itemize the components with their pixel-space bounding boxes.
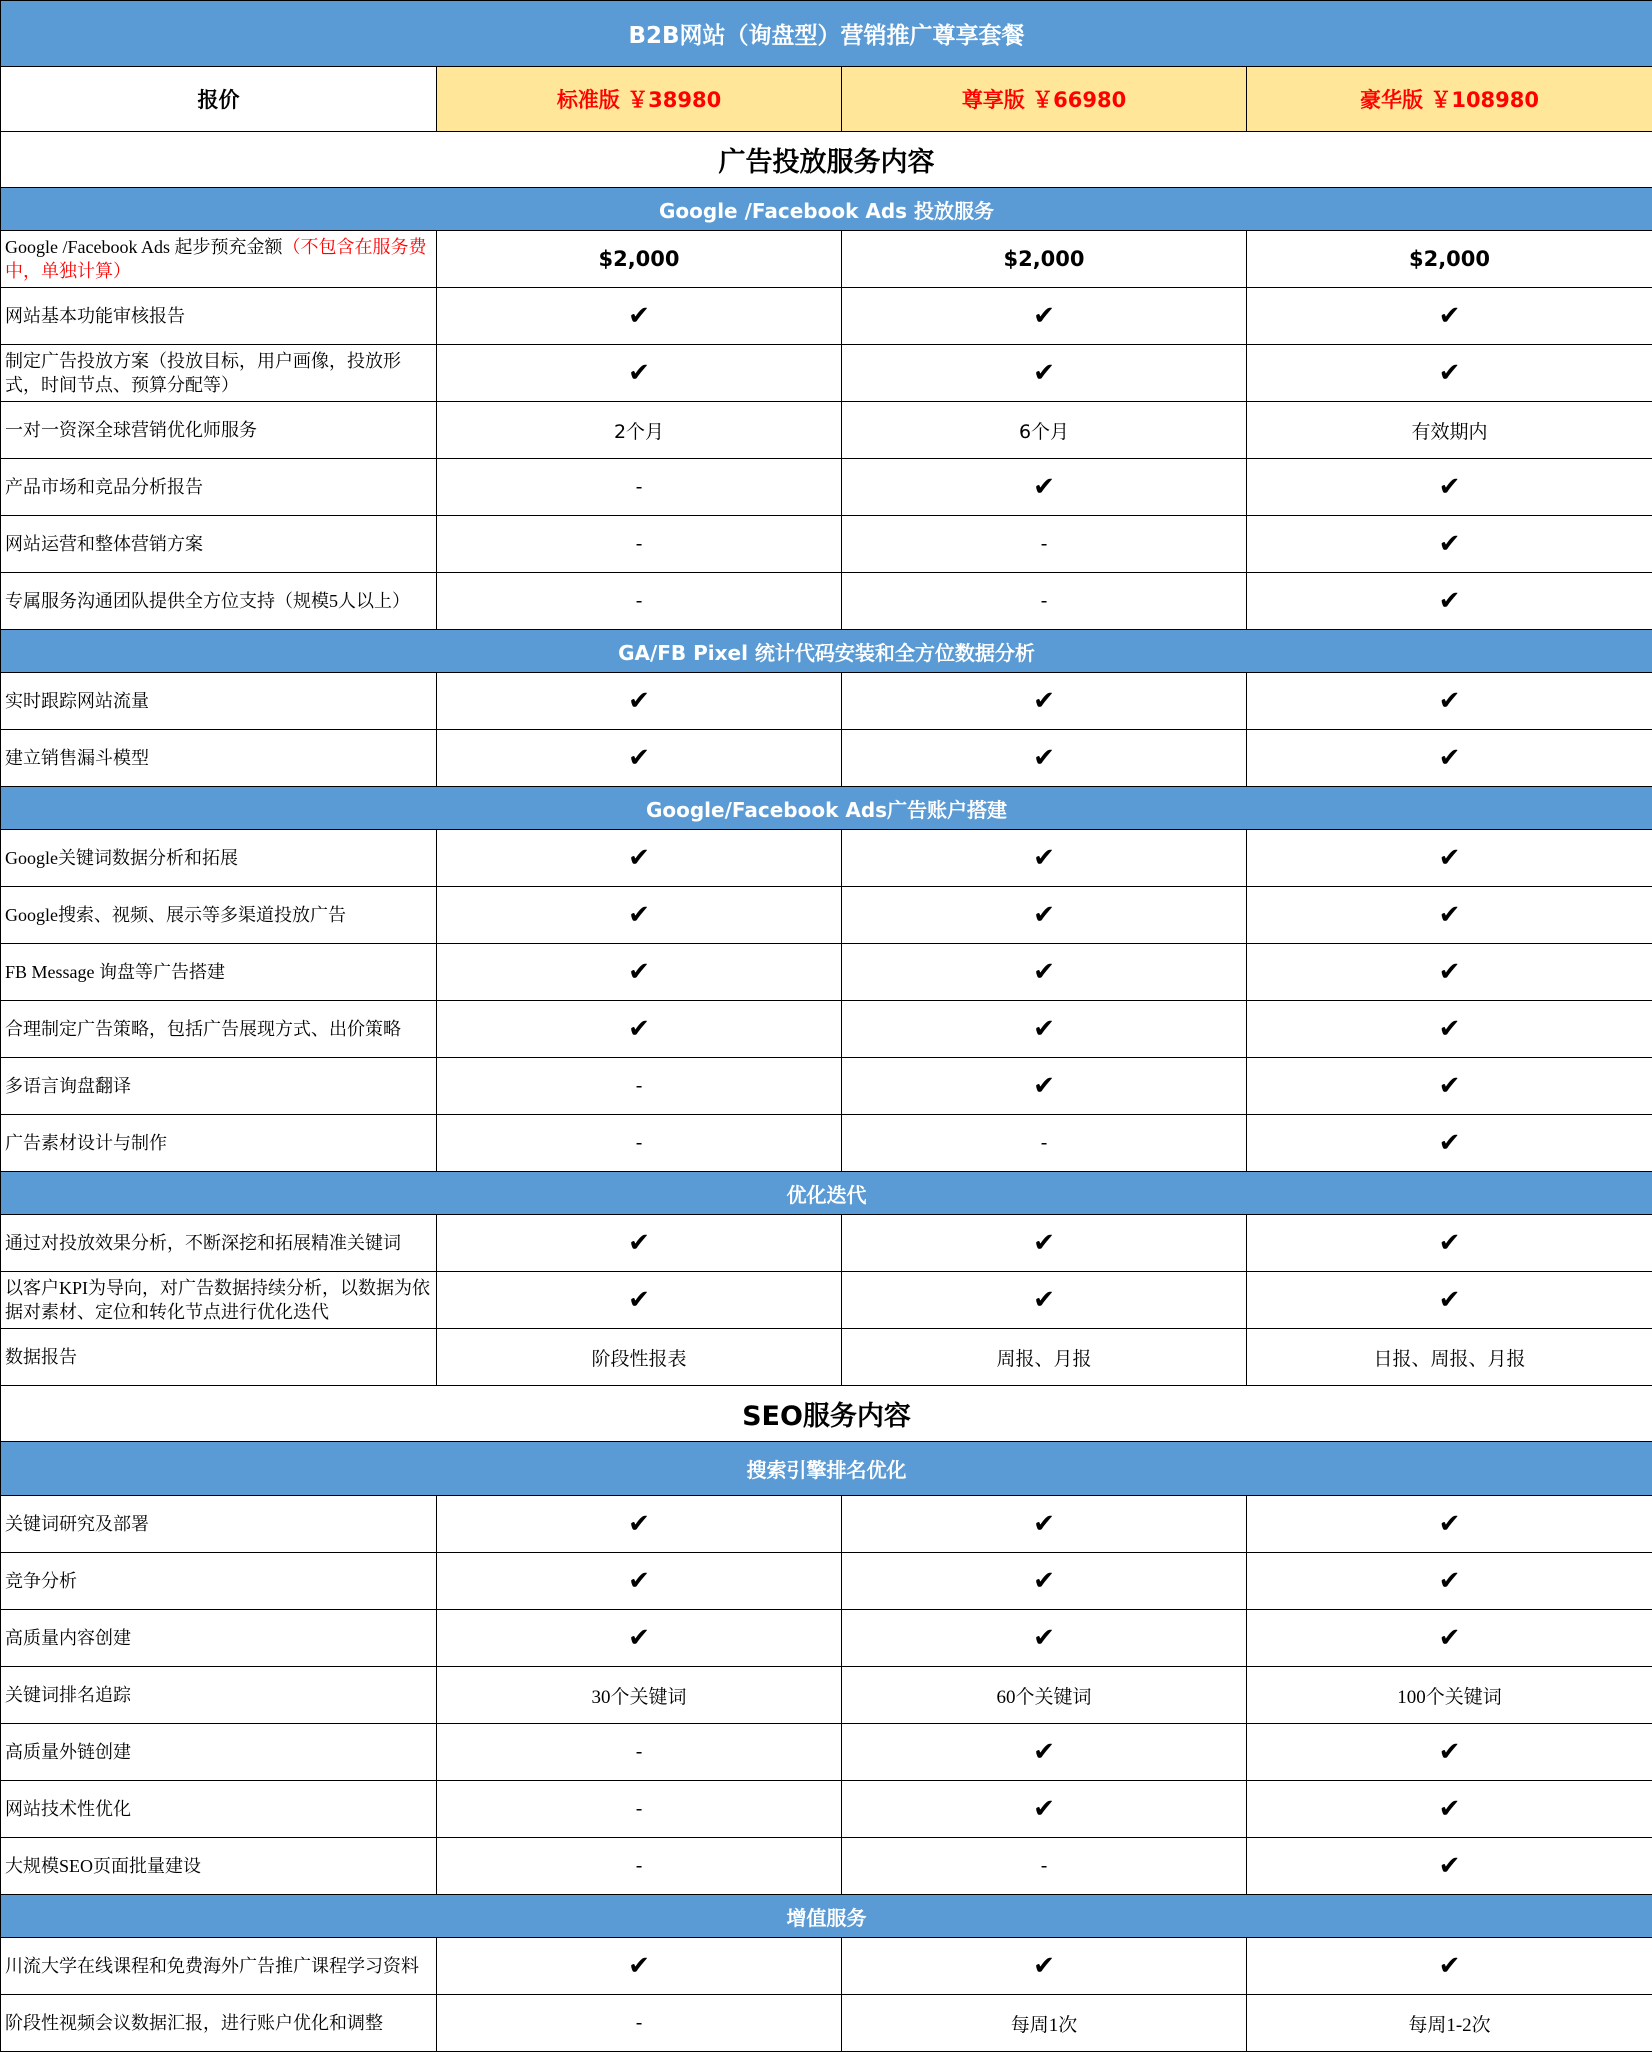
check-icon: ✔ [1247, 516, 1652, 573]
feature-label-cell [1, 516, 437, 573]
feature-label-note: （不包含在服务费中，单独计算） [5, 237, 426, 281]
feature-label-cell [1, 830, 437, 887]
table-row [1, 887, 1652, 944]
check-icon: ✔ [842, 1058, 1247, 1115]
check-icon: ✔ [437, 944, 842, 1001]
feature-label-cell [1, 1272, 437, 1329]
table-row [1, 288, 1652, 345]
check-icon: ✔ [842, 730, 1247, 787]
feature-label: 广告素材设计与制作 [5, 1133, 167, 1153]
dash-icon: - [842, 516, 1247, 573]
table-row [1, 1838, 1652, 1895]
table-row [1, 730, 1652, 787]
feature-label-cell [1, 1215, 437, 1272]
check-icon: ✔ [1247, 887, 1652, 944]
feature-label: FB Message 询盘等广告搭建 [5, 962, 225, 982]
price-row [1, 67, 1652, 132]
table-row [1, 231, 1652, 288]
feature-label: 关键词研究及部署 [5, 1514, 149, 1534]
value-cell-deluxe: 每周1-2次 [1247, 1995, 1652, 2052]
plan-premium-price: 尊享版 ￥66980 [842, 67, 1247, 132]
feature-label-cell [1, 1610, 437, 1667]
plan-deluxe-price: 豪华版 ￥108980 [1247, 67, 1652, 132]
check-icon: ✔ [1247, 345, 1652, 402]
check-icon: ✔ [1247, 1215, 1652, 1272]
check-icon: ✔ [1247, 1496, 1652, 1553]
check-icon: ✔ [1247, 1115, 1652, 1172]
feature-label-cell [1, 1938, 437, 1995]
check-icon: ✔ [842, 459, 1247, 516]
plan-standard-price: 标准版 ￥38980 [437, 67, 842, 132]
feature-label-cell [1, 1838, 437, 1895]
value-cell-premium: 周报、月报 [842, 1329, 1247, 1386]
check-icon: ✔ [437, 673, 842, 730]
check-icon: ✔ [437, 1272, 842, 1329]
dash-icon: - [437, 459, 842, 516]
check-icon: ✔ [842, 887, 1247, 944]
feature-label: 高质量内容创建 [5, 1628, 131, 1648]
feature-label: 大规模SEO页面批量建设 [5, 1856, 201, 1876]
dash-icon: - [437, 1724, 842, 1781]
table-row [1, 1724, 1652, 1781]
check-icon: ✔ [437, 1001, 842, 1058]
table-row [1, 944, 1652, 1001]
value-cell-deluxe: 100个关键词 [1247, 1667, 1652, 1724]
section-heading: SEO服务内容 [1, 1386, 1652, 1442]
dash-icon: - [437, 1781, 842, 1838]
dash-icon: - [842, 1115, 1247, 1172]
check-icon: ✔ [437, 1496, 842, 1553]
feature-label-cell [1, 1058, 437, 1115]
check-icon: ✔ [1247, 830, 1652, 887]
feature-label: 专属服务沟通团队提供全方位支持（规模5人以上） [5, 591, 410, 611]
check-icon: ✔ [842, 1781, 1247, 1838]
group-title: 增值服务 [1, 1895, 1652, 1938]
table-row [1, 1995, 1652, 2052]
feature-label-cell [1, 1496, 437, 1553]
feature-label-cell [1, 730, 437, 787]
table-row [1, 1667, 1652, 1724]
feature-label: 阶段性视频会议数据汇报，进行账户优化和调整 [5, 2013, 383, 2033]
check-icon: ✔ [1247, 459, 1652, 516]
table-row [1, 673, 1652, 730]
feature-label: 多语言询盘翻译 [5, 1076, 131, 1096]
feature-label: 网站基本功能审核报告 [5, 306, 185, 326]
check-icon: ✔ [1247, 730, 1652, 787]
check-icon: ✔ [1247, 673, 1652, 730]
feature-label: Google搜索、视频、展示等多渠道投放广告 [5, 905, 346, 925]
check-icon: ✔ [1247, 1781, 1652, 1838]
group-title: GA/FB Pixel 统计代码安装和全方位数据分析 [1, 630, 1652, 673]
check-icon: ✔ [842, 1724, 1247, 1781]
group-title: 搜索引擎排名优化 [1, 1442, 1652, 1496]
check-icon: ✔ [842, 673, 1247, 730]
table-row [1, 1496, 1652, 1553]
feature-label-cell [1, 944, 437, 1001]
check-icon: ✔ [842, 1001, 1247, 1058]
feature-label-cell [1, 573, 437, 630]
section-heading-row [1, 132, 1652, 188]
feature-label-cell [1, 1115, 437, 1172]
feature-label: 通过对投放效果分析，不断深挖和拓展精准关键词 [5, 1233, 401, 1253]
check-icon: ✔ [1247, 288, 1652, 345]
check-icon: ✔ [437, 887, 842, 944]
check-icon: ✔ [1247, 573, 1652, 630]
feature-label-cell [1, 1781, 437, 1838]
value-cell-premium: 6个月 [842, 402, 1247, 459]
table-row [1, 1272, 1652, 1329]
feature-label: 实时跟踪网站流量 [5, 691, 149, 711]
value-cell-premium: 每周1次 [842, 1995, 1247, 2052]
feature-label-cell [1, 459, 437, 516]
value-cell-standard: $2,000 [437, 231, 842, 288]
value-cell-deluxe: $2,000 [1247, 231, 1652, 288]
check-icon: ✔ [437, 830, 842, 887]
check-icon: ✔ [437, 1938, 842, 1995]
check-icon: ✔ [437, 730, 842, 787]
feature-label-cell [1, 1329, 437, 1386]
feature-label-cell [1, 231, 437, 288]
table-row [1, 1329, 1652, 1386]
group-title: Google/Facebook Ads广告账户搭建 [1, 787, 1652, 830]
check-icon: ✔ [1247, 1058, 1652, 1115]
feature-label: 一对一资深全球营销优化师服务 [5, 420, 257, 440]
value-cell-premium: 60个关键词 [842, 1667, 1247, 1724]
table-row [1, 1001, 1652, 1058]
check-icon: ✔ [1247, 1001, 1652, 1058]
check-icon: ✔ [1247, 1610, 1652, 1667]
feature-label-cell [1, 1724, 437, 1781]
feature-label-cell [1, 288, 437, 345]
dash-icon: - [842, 573, 1247, 630]
feature-label: 制定广告投放方案（投放目标，用户画像，投放形式，时间节点、预算分配等） [5, 351, 401, 395]
dash-icon: - [842, 1838, 1247, 1895]
feature-label: Google关键词数据分析和拓展 [5, 848, 238, 868]
feature-label: 建立销售漏斗模型 [5, 748, 149, 768]
table-row [1, 1938, 1652, 1995]
value-cell-premium: $2,000 [842, 231, 1247, 288]
price-label: 报价 [1, 67, 437, 132]
table-row [1, 573, 1652, 630]
group-header-row [1, 188, 1652, 231]
group-header-row [1, 787, 1652, 830]
feature-label: 高质量外链创建 [5, 1742, 131, 1762]
check-icon: ✔ [842, 345, 1247, 402]
feature-label: 关键词排名追踪 [5, 1685, 131, 1705]
section-heading: 广告投放服务内容 [1, 132, 1652, 188]
dash-icon: - [437, 516, 842, 573]
feature-label-cell [1, 1995, 437, 2052]
pricing-table-body [1, 1, 1652, 2052]
check-icon: ✔ [1247, 1938, 1652, 1995]
check-icon: ✔ [842, 288, 1247, 345]
table-row [1, 1781, 1652, 1838]
feature-label-cell [1, 1553, 437, 1610]
check-icon: ✔ [842, 1938, 1247, 1995]
feature-label-cell [1, 1667, 437, 1724]
check-icon: ✔ [842, 1215, 1247, 1272]
group-header-row [1, 1895, 1652, 1938]
feature-label: 产品市场和竞品分析报告 [5, 477, 203, 497]
table-row [1, 830, 1652, 887]
group-header-row [1, 1172, 1652, 1215]
check-icon: ✔ [437, 1215, 842, 1272]
table-row [1, 1553, 1652, 1610]
table-row [1, 402, 1652, 459]
feature-label: 合理制定广告策略，包括广告展现方式、出价策略 [5, 1019, 401, 1039]
table-row [1, 1115, 1652, 1172]
dash-icon: - [437, 1838, 842, 1895]
group-title: Google /Facebook Ads 投放服务 [1, 188, 1652, 231]
value-cell-standard: 2个月 [437, 402, 842, 459]
check-icon: ✔ [437, 345, 842, 402]
table-row [1, 345, 1652, 402]
feature-label: 数据报告 [5, 1347, 77, 1367]
check-icon: ✔ [842, 1610, 1247, 1667]
table-row [1, 1058, 1652, 1115]
check-icon: ✔ [437, 288, 842, 345]
feature-label-cell [1, 1001, 437, 1058]
check-icon: ✔ [842, 1553, 1247, 1610]
check-icon: ✔ [1247, 1838, 1652, 1895]
title-row [1, 1, 1652, 67]
check-icon: ✔ [1247, 1272, 1652, 1329]
feature-label: 网站运营和整体营销方案 [5, 534, 203, 554]
value-cell-standard: 阶段性报表 [437, 1329, 842, 1386]
feature-label: 川流大学在线课程和免费海外广告推广课程学习资料 [5, 1956, 419, 1976]
check-icon: ✔ [1247, 1553, 1652, 1610]
feature-label: 网站技术性优化 [5, 1799, 131, 1819]
value-cell-deluxe: 日报、周报、月报 [1247, 1329, 1652, 1386]
feature-label-cell [1, 887, 437, 944]
feature-label-cell [1, 402, 437, 459]
check-icon: ✔ [1247, 1724, 1652, 1781]
table-row [1, 1610, 1652, 1667]
check-icon: ✔ [842, 1496, 1247, 1553]
check-icon: ✔ [1247, 944, 1652, 1001]
dash-icon: - [437, 1058, 842, 1115]
page-title: B2B网站（询盘型）营销推广尊享套餐 [1, 1, 1652, 67]
table-row [1, 516, 1652, 573]
feature-label: 以客户KPI为导向，对广告数据持续分析，以数据为依据对素材、定位和转化节点进行优化迭代 [5, 1278, 430, 1322]
dash-icon: - [437, 1115, 842, 1172]
section-heading-row [1, 1386, 1652, 1442]
group-title: 优化迭代 [1, 1172, 1652, 1215]
check-icon: ✔ [842, 1272, 1247, 1329]
dash-icon: - [437, 1995, 842, 2052]
table-row [1, 459, 1652, 516]
value-cell-standard: 30个关键词 [437, 1667, 842, 1724]
table-row [1, 1215, 1652, 1272]
group-header-row [1, 1442, 1652, 1496]
feature-label-cell [1, 673, 437, 730]
feature-label: Google /Facebook Ads 起步预充金额 [5, 237, 282, 257]
group-header-row [1, 630, 1652, 673]
feature-label-cell [1, 345, 437, 402]
check-icon: ✔ [842, 944, 1247, 1001]
check-icon: ✔ [437, 1553, 842, 1610]
dash-icon: - [437, 573, 842, 630]
check-icon: ✔ [842, 830, 1247, 887]
value-cell-deluxe: 有效期内 [1247, 402, 1652, 459]
check-icon: ✔ [437, 1610, 842, 1667]
feature-label: 竞争分析 [5, 1571, 77, 1591]
